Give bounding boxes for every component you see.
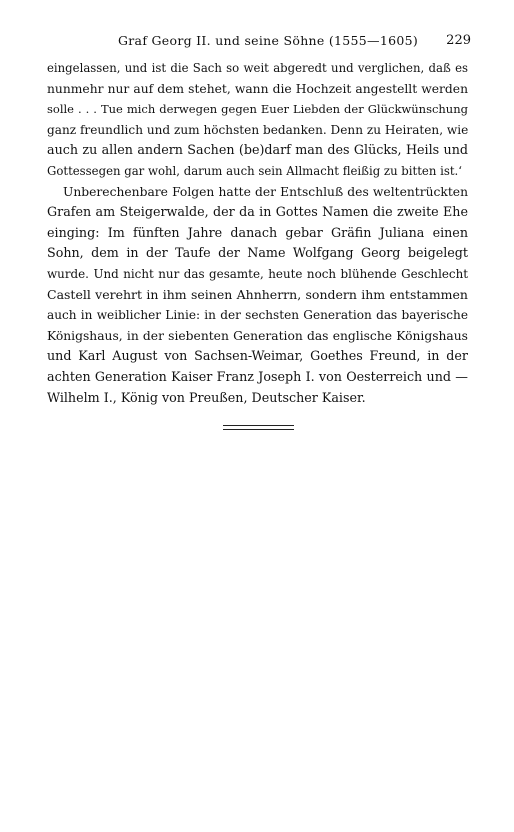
running-head xyxy=(118,33,471,51)
text-line: und Karl August von Sachsen-Weimar, Goethes Freund, in der xyxy=(47,348,468,364)
text-line: Königshaus, in der siebenten Generation das englische Königshaus xyxy=(47,328,468,343)
text-line: nunmehr nur auf dem stehet, wann die Hochzeit angestellt werden xyxy=(47,81,468,96)
body-text xyxy=(47,58,468,408)
text-line: Sohn, dem in der Taufe der Name Wolfgang Georg beigelegt xyxy=(47,245,468,261)
text-line: Grafen am Steigerwalde, der da in Gottes Namen die zweite Ehe xyxy=(47,204,468,220)
text-line: auch zu allen andern Sachen (be)darf man des Glücks, Heils und xyxy=(47,142,468,158)
text-line: eingelassen, und ist die Sach so weit abgeredt und verglichen, daß es xyxy=(47,61,468,75)
text-line: wurde. Und nicht nur das gesamte, heute noch blühende Geschlecht xyxy=(47,266,468,281)
page-number: 229 xyxy=(446,33,471,48)
text-line: ganz freundlich und zum höchsten bedanken. Denn zu Heiraten, wie xyxy=(47,122,468,137)
text-line: Unberechenbare Folgen hatte der Entschluß des weltentrückten xyxy=(63,184,468,199)
text-line: Castell verehrt in ihm seinen Ahnherrn, sondern ihm entstammen xyxy=(47,286,468,302)
text-line: achten Generation Kaiser Franz Joseph I. von Oesterreich und — xyxy=(47,368,468,384)
section-end-rule xyxy=(223,425,294,430)
text-line: auch in weiblicher Linie: in der sechsten Generation das bayerische xyxy=(47,308,468,323)
text-line: Wilhelm I., König von Preußen, Deutscher Kaiser. xyxy=(47,389,366,405)
running-title: Graf Georg II. und seine Söhne (1555—1605) xyxy=(118,33,419,48)
text-line: einging: Im fünften Jahre danach gebar Gräfin Juliana einen xyxy=(47,224,468,240)
text-line: solle . . . Tue mich derwegen gegen Euer Liebden der Glückwünschung xyxy=(47,102,468,117)
text-line: Gottessegen gar wohl, darum auch sein Allmacht fleißig zu bitten ist.‘ xyxy=(47,163,462,178)
